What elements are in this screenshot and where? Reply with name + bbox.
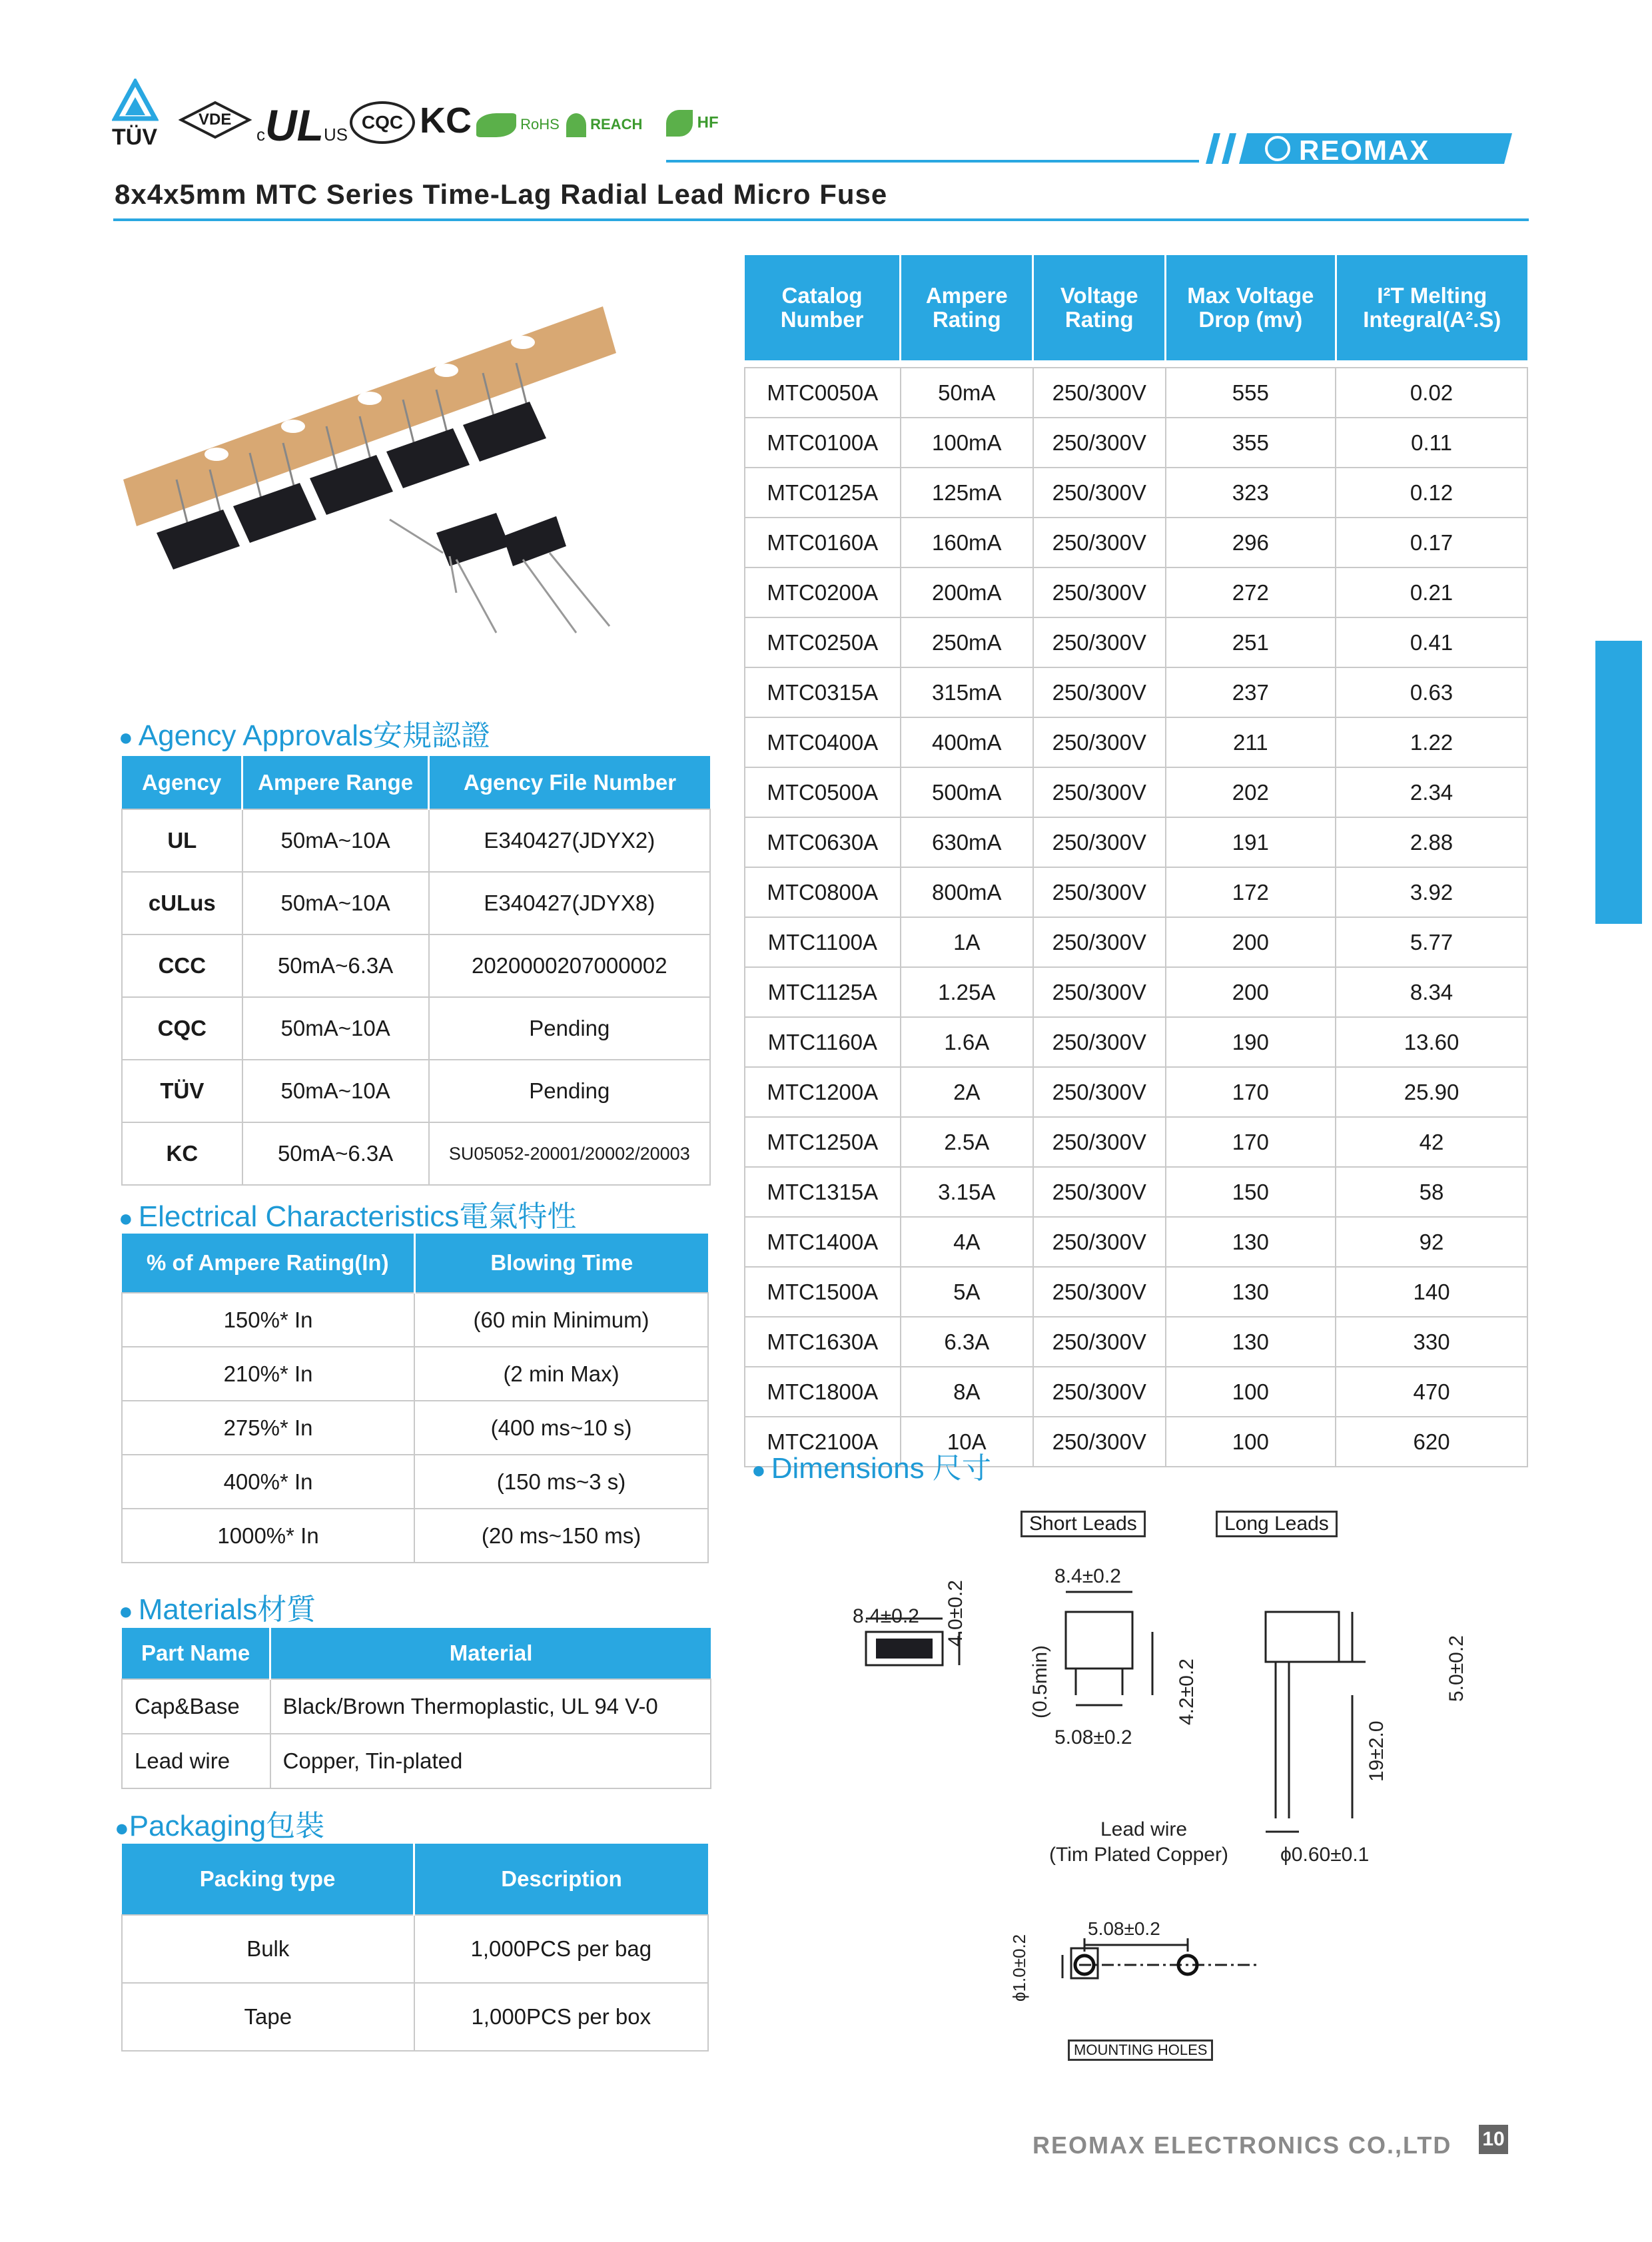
agency-icon: TÜV: [122, 1060, 242, 1122]
table-cell: MTC0050A: [745, 368, 901, 418]
table-cell: 250mA: [901, 617, 1033, 667]
elec-col-rating: % of Ampere Rating(In): [122, 1234, 414, 1293]
table-cell: MTC0400A: [745, 717, 901, 767]
table-row: [122, 1509, 708, 1563]
table-row: [122, 1347, 708, 1401]
agency-icon: CCC: [122, 934, 242, 997]
col-i2t: I²T Melting Integral(A².S): [1336, 255, 1527, 360]
table-cell: 200mA: [901, 567, 1033, 617]
table-cell: 250/300V: [1033, 1117, 1166, 1167]
table-cell: 2020000207000002: [429, 934, 710, 997]
materials-heading: ● Materials材質: [119, 1593, 316, 1626]
table-cell: 130: [1166, 1267, 1336, 1317]
table-cell: (2 min Max): [414, 1347, 708, 1401]
table-cell: 275%* In: [122, 1401, 414, 1455]
agency-icon: KC: [122, 1122, 242, 1185]
table-cell: 355: [1166, 418, 1336, 468]
table-cell: 1.25A: [901, 967, 1033, 1017]
dim-width-top: 8.4±0.2: [853, 1605, 919, 1627]
table-cell: MTC1400A: [745, 1217, 901, 1267]
table-cell: Bulk: [122, 1915, 414, 1983]
page-title: 8x4x5mm MTC Series Time-Lag Radial Lead Micro Fuse: [115, 179, 888, 210]
kc-logo: KC: [420, 101, 472, 141]
table-cell: 0.41: [1336, 617, 1527, 667]
table-cell: 210%* In: [122, 1347, 414, 1401]
table-cell: MTC0200A: [745, 567, 901, 617]
table-cell: MTC2100A: [745, 1417, 901, 1467]
tuv-logo: TÜV: [112, 79, 159, 152]
table-cell: 470: [1336, 1367, 1527, 1417]
agency-heading: ● Agency Approvals安規認證: [119, 719, 490, 752]
table-cell: 250/300V: [1033, 1167, 1166, 1217]
table-cell: (60 min Minimum): [414, 1293, 708, 1347]
table-cell: 296: [1166, 518, 1336, 567]
table-cell: 25.90: [1336, 1067, 1527, 1117]
table-row: [122, 1122, 710, 1185]
table-cell: 250/300V: [1033, 717, 1166, 767]
table-cell: 3.92: [1336, 867, 1527, 917]
table-row: [122, 1293, 708, 1347]
table-cell: 2A: [901, 1067, 1033, 1117]
table-cell: 800mA: [901, 867, 1033, 917]
table-cell: 250/300V: [1033, 1367, 1166, 1417]
table-cell: 630mA: [901, 817, 1033, 867]
table-cell: 250/300V: [1033, 667, 1166, 717]
table-row: [745, 717, 1527, 767]
table-cell: 50mA~10A: [242, 1060, 429, 1122]
table-row: [745, 567, 1527, 617]
dimensions-heading: ● Dimensions 尺寸: [751, 1452, 991, 1485]
table-cell: 140: [1336, 1267, 1527, 1317]
cqc-logo: CQC: [350, 101, 415, 144]
table-cell: 170: [1166, 1117, 1336, 1167]
table-row: [122, 934, 710, 997]
dim-height-short: 4.2±0.2: [1176, 1659, 1198, 1725]
table-cell: 250/300V: [1033, 617, 1166, 667]
table-cell: 211: [1166, 717, 1336, 767]
dim-lead-wire: Lead wire: [1100, 1818, 1188, 1840]
brand-logo: REOMAX: [1199, 133, 1519, 164]
dim-lead-wire-material: (Tim Plated Copper): [1049, 1844, 1228, 1866]
agency-icon: CQC: [122, 997, 242, 1060]
packaging-table: [121, 1844, 709, 2052]
reach-logo: REACH: [566, 113, 642, 137]
ul-logo: cULUS: [256, 101, 348, 150]
col-ampere: Ampere Rating: [901, 255, 1033, 360]
agency-col-range: Ampere Range: [242, 756, 429, 809]
table-cell: 50mA~10A: [242, 872, 429, 934]
dim-hole-diameter: ϕ1.0±0.2: [1009, 1934, 1029, 2002]
table-row: [745, 767, 1527, 817]
table-row: [745, 817, 1527, 867]
table-cell: 1,000PCS per bag: [414, 1915, 708, 1983]
table-cell: MTC1315A: [745, 1167, 901, 1217]
table-row: [745, 1217, 1527, 1267]
table-row: [745, 468, 1527, 518]
table-cell: Pending: [429, 1060, 710, 1122]
col-drop: Max Voltage Drop (mv): [1166, 255, 1336, 360]
dim-lead-diameter: ϕ0.60±0.1: [1280, 1844, 1370, 1866]
table-cell: 160mA: [901, 518, 1033, 567]
table-cell: Lead wire: [122, 1734, 270, 1788]
table-cell: 200: [1166, 917, 1336, 967]
table-cell: 2.88: [1336, 817, 1527, 867]
pack-col-type: Packing type: [122, 1844, 414, 1915]
table-row: [745, 1017, 1527, 1067]
table-row: [122, 997, 710, 1060]
table-cell: SU05052-20001/20002/20003: [429, 1122, 710, 1185]
long-leads-label: Long Leads: [1216, 1511, 1338, 1537]
table-cell: MTC0630A: [745, 817, 901, 867]
table-cell: 6.3A: [901, 1317, 1033, 1367]
dim-height-top: 4.0±0.2: [945, 1580, 967, 1647]
table-cell: 250/300V: [1033, 418, 1166, 468]
table-cell: (400 ms~10 s): [414, 1401, 708, 1455]
spec-table: [744, 255, 1528, 1467]
table-row: [745, 967, 1527, 1017]
table-cell: 251: [1166, 617, 1336, 667]
table-cell: E340427(JDYX2): [429, 809, 710, 872]
agency-col-agency: Agency: [122, 756, 242, 809]
table-cell: 400mA: [901, 717, 1033, 767]
table-cell: 50mA~10A: [242, 997, 429, 1060]
table-cell: 272: [1166, 567, 1336, 617]
dim-width-short: 8.4±0.2: [1054, 1565, 1121, 1587]
brand-divider: [666, 160, 1199, 163]
table-cell: 10A: [901, 1417, 1033, 1467]
table-row: [122, 1455, 708, 1509]
table-cell: 130: [1166, 1317, 1336, 1367]
table-cell: MTC0250A: [745, 617, 901, 667]
table-cell: 0.17: [1336, 518, 1527, 567]
table-row: [745, 368, 1527, 418]
table-cell: (20 ms~150 ms): [414, 1509, 708, 1563]
dim-lead-length: 19±2.0: [1366, 1720, 1388, 1782]
table-cell: 250/300V: [1033, 368, 1166, 418]
table-cell: MTC0800A: [745, 867, 901, 917]
table-cell: 237: [1166, 667, 1336, 717]
col-catalog: Catalog Number: [745, 255, 901, 360]
table-cell: 0.63: [1336, 667, 1527, 717]
table-cell: MTC0500A: [745, 767, 901, 817]
materials-table: [121, 1628, 711, 1789]
table-cell: 250/300V: [1033, 1017, 1166, 1067]
short-leads-label: Short Leads: [1021, 1511, 1146, 1537]
table-cell: 330: [1336, 1317, 1527, 1367]
table-cell: 250/300V: [1033, 867, 1166, 917]
table-cell: 0.21: [1336, 567, 1527, 617]
packaging-heading: ●Packaging包裝: [115, 1810, 325, 1842]
table-row: [122, 809, 710, 872]
table-cell: MTC1500A: [745, 1267, 901, 1317]
electrical-heading: ● Electrical Characteristics電氣特性: [119, 1200, 577, 1233]
table-cell: 100: [1166, 1367, 1336, 1417]
table-cell: 250/300V: [1033, 1067, 1166, 1117]
table-cell: MTC0100A: [745, 418, 901, 468]
table-cell: 250/300V: [1033, 518, 1166, 567]
electrical-table: [121, 1234, 709, 1563]
table-cell: 250/300V: [1033, 817, 1166, 867]
table-cell: 5A: [901, 1267, 1033, 1317]
spacer-cell: [745, 360, 1527, 368]
table-cell: 400%* In: [122, 1455, 414, 1509]
table-cell: 100: [1166, 1417, 1336, 1467]
mat-col-material: Material: [270, 1628, 711, 1679]
side-tab: [1595, 641, 1642, 924]
hf-logo: HF: [666, 110, 719, 137]
table-cell: 250/300V: [1033, 1217, 1166, 1267]
table-row: [122, 1983, 708, 2051]
table-cell: MTC1200A: [745, 1067, 901, 1117]
table-row: [122, 872, 710, 934]
table-cell: Black/Brown Thermoplastic, UL 94 V-0: [270, 1679, 711, 1734]
table-row: [745, 1167, 1527, 1217]
title-underline: [113, 218, 1529, 221]
table-row: [745, 917, 1527, 967]
table-cell: 250/300V: [1033, 468, 1166, 518]
table-cell: 58: [1336, 1167, 1527, 1217]
spec-table-header: [745, 255, 1527, 360]
table-cell: 1.6A: [901, 1017, 1033, 1067]
table-cell: 8A: [901, 1367, 1033, 1417]
table-row: [745, 418, 1527, 468]
table-cell: 250/300V: [1033, 967, 1166, 1017]
footer-company: REOMAX ELECTRONICS CO.,LTD: [1032, 2131, 1452, 2159]
table-cell: 555: [1166, 368, 1336, 418]
table-cell: 3.15A: [901, 1167, 1033, 1217]
table-row: [745, 1267, 1527, 1317]
table-cell: 620: [1336, 1417, 1527, 1467]
table-row: [122, 1679, 711, 1734]
spacer-row: [745, 360, 1527, 368]
table-cell: 8.34: [1336, 967, 1527, 1017]
dim-lead-min: (0.5min): [1029, 1645, 1051, 1718]
table-cell: 0.11: [1336, 418, 1527, 468]
table-cell: (150 ms~3 s): [414, 1455, 708, 1509]
table-row: [122, 1915, 708, 1983]
table-cell: E340427(JDYX8): [429, 872, 710, 934]
table-cell: 323: [1166, 468, 1336, 518]
table-cell: 125mA: [901, 468, 1033, 518]
table-cell: 250/300V: [1033, 1317, 1166, 1367]
table-cell: 2.34: [1336, 767, 1527, 817]
elec-col-time: Blowing Time: [414, 1234, 708, 1293]
mounting-holes-label: MOUNTING HOLES: [1068, 2040, 1213, 2061]
table-row: [745, 667, 1527, 717]
table-cell: 150%* In: [122, 1293, 414, 1347]
table-cell: 190: [1166, 1017, 1336, 1067]
page-number: 10: [1479, 2125, 1508, 2154]
table-row: [745, 518, 1527, 567]
table-cell: 50mA~10A: [242, 809, 429, 872]
table-cell: 130: [1166, 1217, 1336, 1267]
agency-col-file: Agency File Number: [429, 756, 710, 809]
table-cell: 92: [1336, 1217, 1527, 1267]
dim-hole-pitch: 5.08±0.2: [1088, 1918, 1160, 1939]
table-cell: 200: [1166, 967, 1336, 1017]
table-cell: Tape: [122, 1983, 414, 2051]
table-cell: 250/300V: [1033, 1267, 1166, 1317]
table-cell: 13.60: [1336, 1017, 1527, 1067]
table-cell: 0.02: [1336, 368, 1527, 418]
table-cell: 1000%* In: [122, 1509, 414, 1563]
table-cell: MTC1800A: [745, 1367, 901, 1417]
table-cell: 250/300V: [1033, 767, 1166, 817]
table-cell: 170: [1166, 1067, 1336, 1117]
col-voltage: Voltage Rating: [1033, 255, 1166, 360]
table-row: [122, 1401, 708, 1455]
table-row: [745, 1317, 1527, 1367]
table-cell: 100mA: [901, 418, 1033, 468]
table-cell: Pending: [429, 997, 710, 1060]
rohs-logo: RoHS: [476, 113, 560, 137]
table-cell: 50mA: [901, 368, 1033, 418]
table-cell: Cap&Base: [122, 1679, 270, 1734]
product-photo: [123, 280, 676, 673]
table-cell: 50mA~6.3A: [242, 1122, 429, 1185]
table-cell: 150: [1166, 1167, 1336, 1217]
table-cell: 4A: [901, 1217, 1033, 1267]
table-cell: 5.77: [1336, 917, 1527, 967]
table-row: [745, 867, 1527, 917]
table-cell: MTC0125A: [745, 468, 901, 518]
table-row: [122, 1060, 710, 1122]
table-cell: MTC1160A: [745, 1017, 901, 1067]
table-cell: 2.5A: [901, 1117, 1033, 1167]
table-cell: 1.22: [1336, 717, 1527, 767]
agency-icon: cULus: [122, 872, 242, 934]
table-cell: MTC1125A: [745, 967, 901, 1017]
table-cell: 1,000PCS per box: [414, 1983, 708, 2051]
table-cell: 250/300V: [1033, 917, 1166, 967]
dim-body-height: 5.0±0.2: [1446, 1635, 1467, 1702]
table-row: [745, 617, 1527, 667]
table-cell: MTC1250A: [745, 1117, 901, 1167]
agency-icon: UL: [122, 809, 242, 872]
table-cell: Copper, Tin-plated: [270, 1734, 711, 1788]
mat-col-part: Part Name: [122, 1628, 270, 1679]
table-cell: MTC0315A: [745, 667, 901, 717]
table-cell: 42: [1336, 1117, 1527, 1167]
table-cell: 0.12: [1336, 468, 1527, 518]
table-row: [745, 1117, 1527, 1167]
pack-col-desc: Description: [414, 1844, 708, 1915]
table-cell: 1A: [901, 917, 1033, 967]
table-row: [745, 1367, 1527, 1417]
table-cell: 191: [1166, 817, 1336, 867]
vde-logo: VDE: [179, 100, 252, 143]
table-cell: MTC1100A: [745, 917, 901, 967]
dim-pitch: 5.08±0.2: [1054, 1726, 1132, 1748]
table-row: [745, 1067, 1527, 1117]
table-cell: MTC0160A: [745, 518, 901, 567]
table-cell: 202: [1166, 767, 1336, 817]
table-cell: 500mA: [901, 767, 1033, 817]
table-cell: MTC1630A: [745, 1317, 901, 1367]
table-row: [122, 1734, 711, 1788]
table-cell: 315mA: [901, 667, 1033, 717]
table-cell: 50mA~6.3A: [242, 934, 429, 997]
table-cell: 250/300V: [1033, 1417, 1166, 1467]
agency-table: [121, 756, 711, 1186]
table-cell: 172: [1166, 867, 1336, 917]
table-cell: 250/300V: [1033, 567, 1166, 617]
